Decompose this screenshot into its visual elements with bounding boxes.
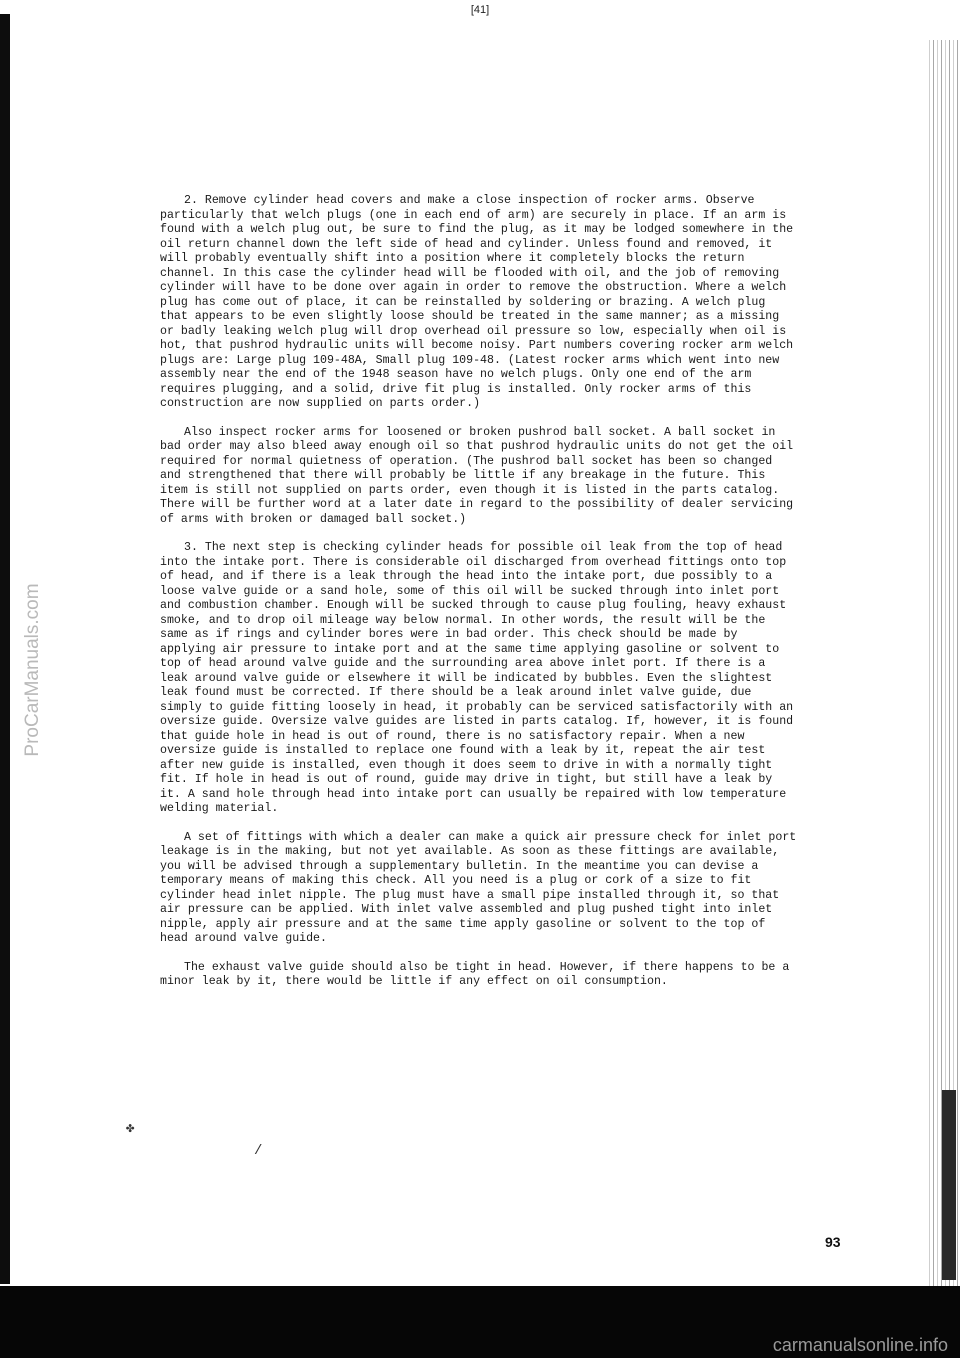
side-watermark-text: ProCarManuals.com: [22, 583, 43, 757]
margin-glyph: ✤: [126, 1121, 135, 1137]
slash-mark: /: [254, 1143, 263, 1159]
paragraph-step-2: 2. Remove cylinder head covers and make a close inspection of rocker arms. Observe particularly that welch plugs (one in each end of arm) are securely in place. If an arm is found with a welch plug out, be sure to find the plug, as it may be lodged somewhere in the oil return channel down the left side of head and cylinder. Unless found and removed, it will probably eventually shift into a position where it completely blocks the return channel. In this case the cylinder head will be flooded with oil, and the job of removing cylinder will have to be done over again in order to remove the obstruction. Where a welch plug has come out of place, it can be reinstalled by soldering or brazing. A welch plug that appears to be even slightly loose should be treated in the same manner; as a missing or badly leaking welch plug will drop overhead oil pressure so low, especially when oil is hot, that pushrod hydraulic units will become noisy. Part numbers covering rocker arm welch plugs are: Large plug 109-48A, Small plug 109-48. (Latest rocker arms which went into new assembly near the end of the 1948 season have no welch plugs. Only one end of the arm requires plugging, and a solid, drive fit plug is installed. Only rocker arms of this construction are now supplied on parts order.): [160, 194, 794, 410]
paragraph-exhaust-guide: The exhaust valve guide should also be tight in head. However, if there happens to be a minor leak by it, there would be little if any effect on oil consumption.: [160, 960, 790, 988]
paragraph-fittings: A set of fittings with which a dealer can make a quick air pressure check for inlet port leakage is in the making, but not yet available. As soon as these fittings are available, you will be advised through a supplementary bulletin. In the meantime you can devise a temporary means of making this check. All you need is a plug or cork of a size to fit cylinder head inlet nipple. The plug must have a small pipe installed through it, so that air pressure can be applied. With inlet valve assembled and plug pushed tight into inlet nipple, apply air pressure and at the same time apply gasoline or solvent to the top of head around valve guide.: [160, 830, 797, 945]
scan-left-border: [0, 14, 10, 1284]
paragraph-step-3: 3. The next step is checking cylinder heads for possible oil leak from the top of head into the intake port. There is considerable oil discharged from overhead fittings onto top of head, and if there is a leak through the head into the intake port, due possibly to a loose valve guide or a sand hole, some of this oil will be sucked through into inlet port and combustion chamber. Enough will be sucked through to cause plug fouling, heavy exhaust smoke, and to drop oil mileage way below normal. In other words, the result will be the same as if rings and cylinder bores were in bad order. This check should be made by applying air pressure to intake port and at the same time applying gasoline or solvent to top of head around valve guide and the surrounding area above inlet port. If there is a leak around valve guide or elsewhere it will be indicated by bubbles. Even the slightest leak found must be corrected. If there should be a leak around inlet valve guide, due simply to guide fitting loosely in head, it probably can be serviced satisfactorily with an oversize guide. Oversize valve guides are listed in parts catalog. If, however, it is found that guide hole in head is out of round, there is no satisfactory repair. When a new oversize guide is installed to replace one found with a leak by it, repeat the air test after new guide is installed, even though it does seem to drive in with a normally tight fit. If hole in head is out of round, guide may drive in tight, but still have a leak by it. A sand hole through head into intake port can usually be repaired with low temperature welding material.: [160, 541, 794, 815]
document-body: [160, 194, 800, 990]
page-header-label: [41]: [470, 4, 490, 16]
side-watermark: [22, 470, 42, 870]
paragraph-ball-socket: Also inspect rocker arms for loosened or broken pushrod ball socket. A ball socket in bad order may also bleed away enough oil so that pushrod hydraulic units do not get the oil required for normal quietness of operation. (The pushrod ball socket has been so changed and strengthened that there will probably be little if any breakage in the future. This item is still not supplied on parts order, even though it is listed in the parts catalog. There will be further word at a later date in regard to the possibility of dealer servicing of arms with broken or damaged ball socket.): [160, 425, 794, 526]
scan-right-edge: [926, 40, 960, 1290]
page-number: 93: [825, 1234, 841, 1250]
footer-watermark: carmanualsonline.info: [772, 1335, 948, 1355]
